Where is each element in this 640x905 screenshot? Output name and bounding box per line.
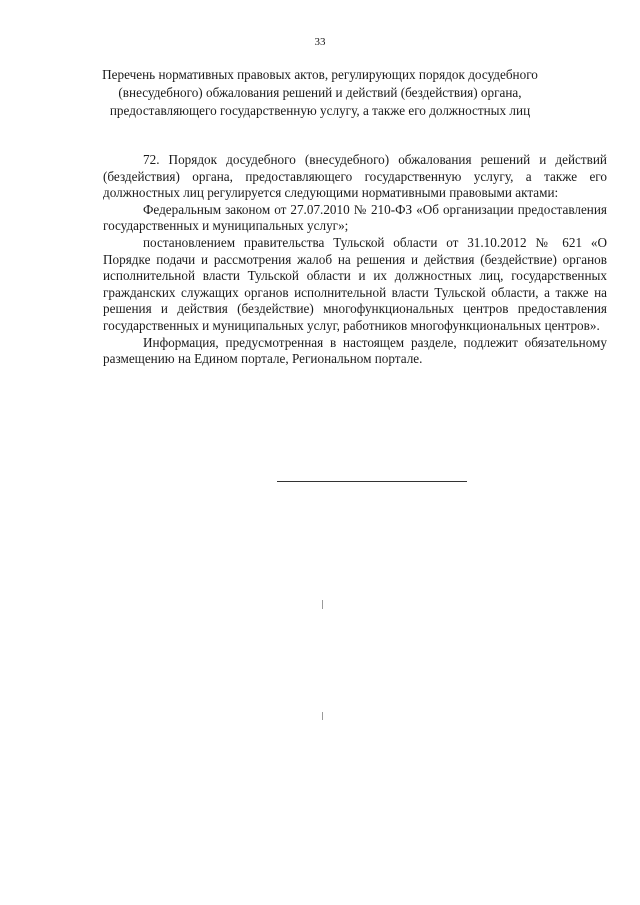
paragraph-federal-law: Федеральным законом от 27.07.2010 № 210-ФЗ «Об организации предоставления государственных и муниципальных услуг»; xyxy=(103,201,607,234)
section-heading: Перечень нормативных правовых актов, регулирующих порядок досудебного (внесудебного) обжалования решений и действий (бездействия) органа, предоставляющего государственную услугу, а также его должностных лиц xyxy=(102,67,538,118)
section-body xyxy=(103,152,607,368)
paragraph-tula-resolution: постановлением правительства Тульской области от 31.10.2012 № 621 «О Порядке подачи и рассмотрения жалоб на решения и действия (бездействие) органов исполнительной власти Тульской области и их должностных лиц, государственных гражданских служащих органов исполнительной власти Тульской области, а также на решения и действия (бездействие) многофункциональных центров предоставления государственных и муниципальных услуг, работников многофункциональных центров». xyxy=(103,234,607,333)
scan-speck xyxy=(322,600,323,609)
paragraph-72: 72. Порядок досудебного (внесудебного) обжалования решений и действий (бездействия) органа, предоставляющего государственную услугу, а также его должностных лиц регулируется следующими нормативными правовыми актами: xyxy=(103,152,607,201)
page-number: 33 xyxy=(314,36,326,48)
scan-speck xyxy=(322,712,323,720)
paragraph-information: Информация, предусмотренная в настоящем разделе, подлежит обязательному размещению на Едином портале, Региональном портале. xyxy=(103,334,607,367)
end-of-section-rule xyxy=(277,481,467,482)
